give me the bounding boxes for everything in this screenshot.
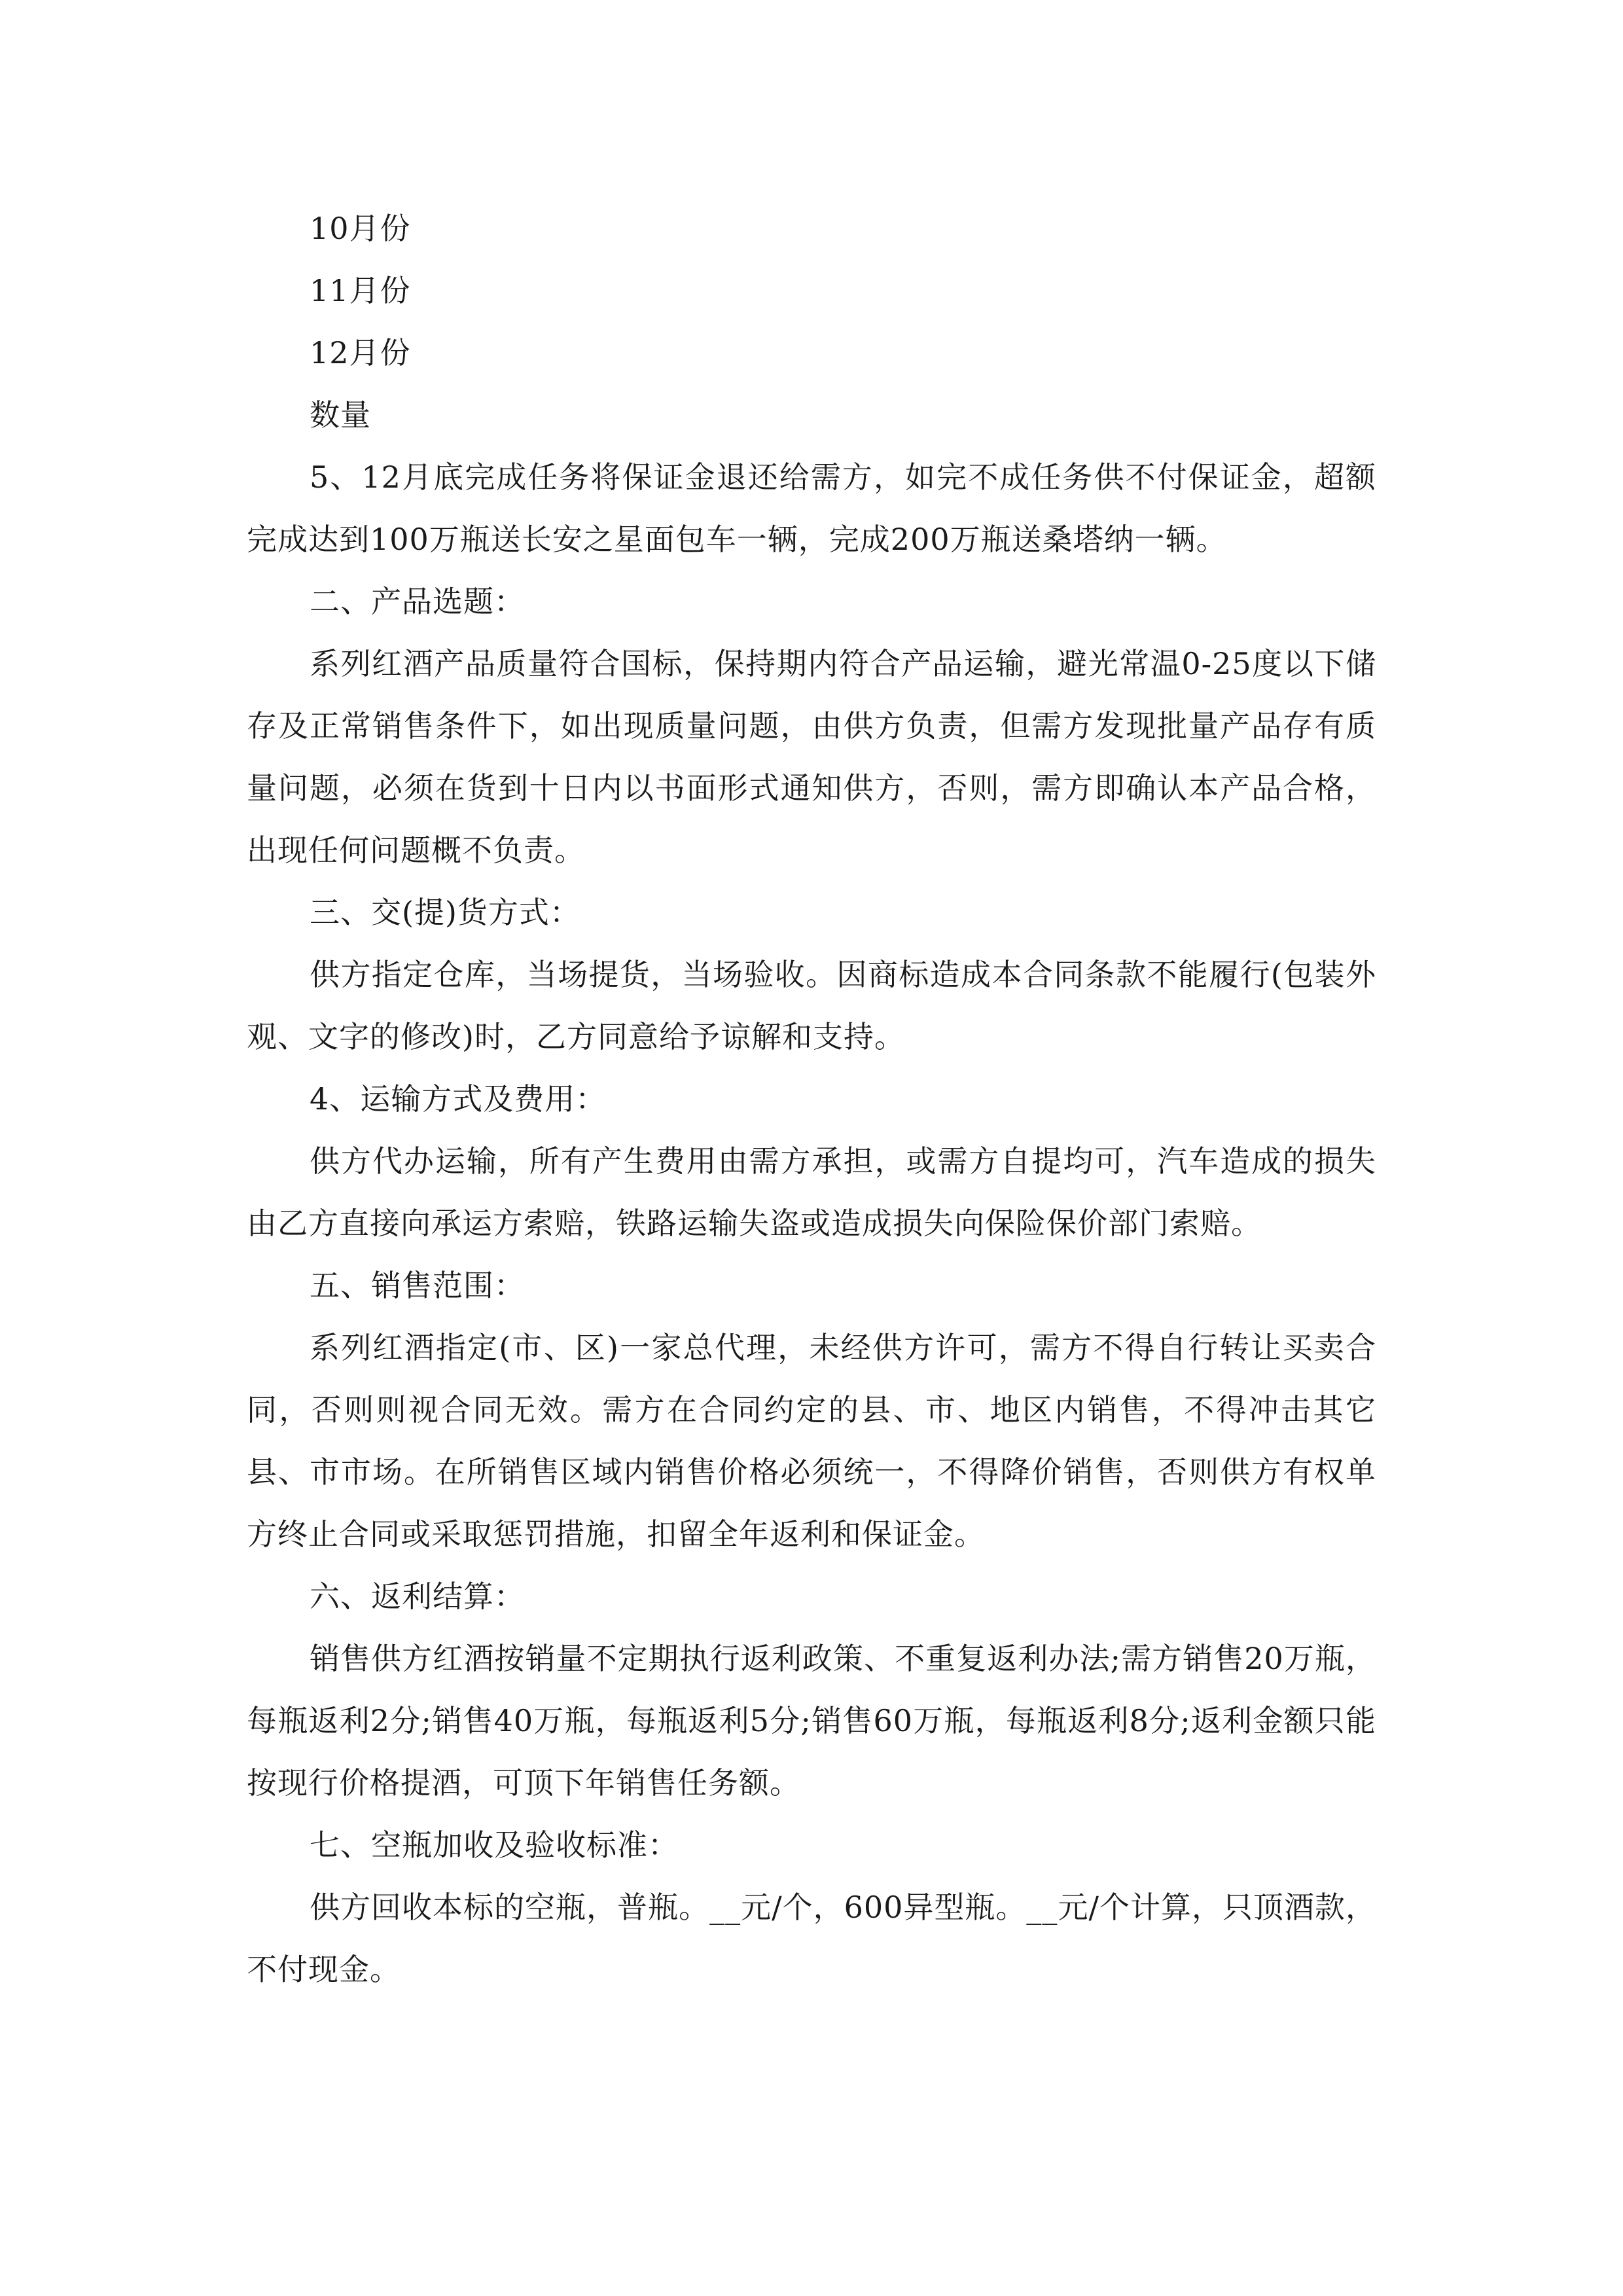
section-7-heading: 七、空瓶加收及验收标准：: [310, 1827, 679, 1863]
section-3-heading: 三、交(提)货方式：: [310, 895, 580, 930]
month-label-october: 10月份: [310, 211, 411, 246]
month-label-november: 11月份: [310, 273, 411, 308]
section-4-body: 供方代办运输，所有产生费用由需方承担，或需方自提均可，汽车造成的损失由乙方直接向承运方索赔，铁路运输失盗或造成损失向保险保价部门索赔。: [247, 1143, 1376, 1241]
section-7-body: 供方回收本标的空瓶，普瓶。__元/个，600异型瓶。__元/个计算，只顶酒款，不付现金。: [247, 1890, 1376, 1987]
section-6-body: 销售供方红酒按销量不定期执行返利政策、不重复返利办法;需方销售20万瓶，每瓶返利2分;销售40万瓶，每瓶返利5分;销售60万瓶，每瓶返利8分;返利金额只能按现行价格提酒，可顶下年销售任务额。: [247, 1641, 1376, 1801]
section-6-heading: 六、返利结算：: [310, 1579, 525, 1614]
section-2-heading: 二、产品选题：: [310, 584, 525, 619]
document-body: [247, 198, 1376, 2001]
section-4-heading: 4、运输方式及费用：: [310, 1081, 607, 1117]
section-3-body: 供方指定仓库，当场提货，当场验收。因商标造成本合同条款不能履行(包装外观、文字的修改)时，乙方同意给予谅解和支持。: [247, 957, 1376, 1054]
clause-5-deposit: 5、12月底完成任务将保证金退还给需方，如完不成任务供不付保证金，超额完成达到100万瓶送长安之星面包车一辆，完成200万瓶送桑塔纳一辆。: [247, 459, 1376, 557]
section-5-body: 系列红酒指定(市、区)一家总代理，未经供方许可，需方不得自行转让买卖合同，否则则视合同无效。需方在合同约定的县、市、地区内销售，不得冲击其它县、市市场。在所销售区域内销售价格必须统一，不得降价销售，否则供方有权单方终止合同或采取惩罚措施，扣留全年返利和保证金。: [247, 1330, 1376, 1552]
quantity-label: 数量: [310, 397, 371, 433]
section-2-body: 系列红酒产品质量符合国标，保持期内符合产品运输，避光常温0-25度以下储存及正常销售条件下，如出现质量问题，由供方负责，但需方发现批量产品存有质量问题，必须在货到十日内以书面形式通知供方，否则，需方即确认本产品合格，出现任何问题概不负责。: [247, 646, 1376, 868]
section-5-heading: 五、销售范围：: [310, 1268, 525, 1303]
month-label-december: 12月份: [310, 335, 411, 370]
